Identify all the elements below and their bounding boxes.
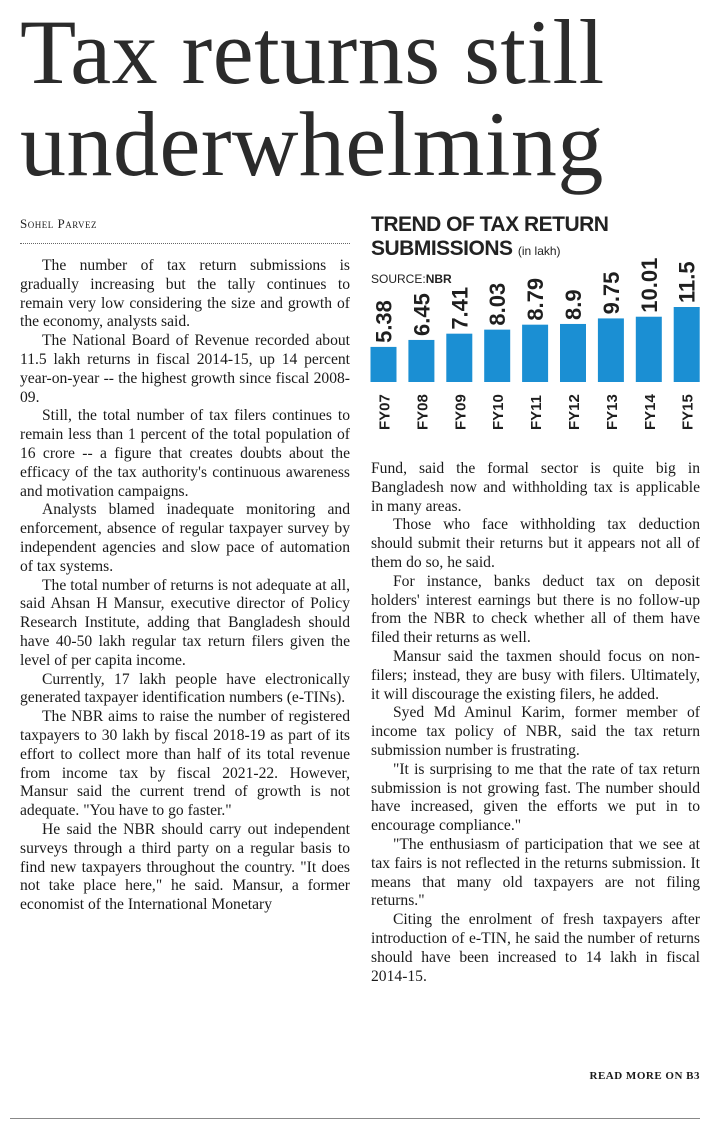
left-paragraph: The total number of returns is not adequate at all, said Ahsan H Mansur, executive director of Policy Research Institute, adding that Bangladesh should have 40-50 lakh regular tax return filers given the level of per capita income. (20, 576, 350, 669)
bar-value-label: 6.45 (409, 293, 435, 336)
headline: Tax returns still underwhelming (20, 1, 605, 195)
chart-title-text: TREND OF TAX RETURN SUBMISSIONS (371, 213, 609, 260)
bar-chart (360, 240, 701, 440)
left-paragraph: He said the NBR should carry out independent surveys through a third party on a regular basis to find new taxpayers throughout the country. "It does not take place here," he said. Mansur, a former economist of the International Monetary (20, 820, 350, 914)
x-tick-label: FY09 (452, 394, 470, 430)
right-paragraph: "It is surprising to me that the rate of tax return submission is not growing fast. The number should have increased, given the efforts we put in to encourage compliance." (371, 760, 700, 835)
left-paragraph: The NBR aims to raise the number of registered taxpayers to 30 lakh by fiscal 2018-19 as part of its effort to collect more than half of its total revenue from income tax by fiscal 2021-22. However, Mansur said the current trend of growth is not adequate. "You have to go faster." (20, 708, 350, 820)
x-tick-label: FY08 (414, 394, 432, 430)
page-divider (10, 1118, 700, 1119)
bar-fy13 (598, 318, 624, 382)
x-tick-label: FY13 (603, 394, 621, 430)
bar-value-label: 10.01 (636, 257, 662, 313)
bar-fy11 (522, 325, 548, 382)
bar-fy09 (446, 334, 472, 382)
left-paragraph: Currently, 17 lakh people have electronically generated taxpayer identification numbers (e-TINs). (20, 670, 350, 707)
bar-fy15 (674, 307, 700, 382)
left-paragraph: Still, the total number of tax filers continues to remain less than 1 percent of the total population of 16 crore -- a figure that creates doubts about the efficacy of the tax authority's continuous awareness and motivation campaigns. (20, 407, 350, 500)
left-paragraph: Analysts blamed inadequate monitoring and enforcement, absence of regular taxpayer survey by independent agencies and slow pace of automation of tax systems. (20, 501, 350, 575)
byline-divider (20, 243, 350, 244)
chart-source-name: NBR (425, 272, 452, 286)
x-tick-label: FY12 (566, 394, 583, 430)
right-paragraph: Mansur said the taxmen should focus on non-filers; instead, they are busy with filers. Ultimately, it will discourage the existing filers, he added. (371, 647, 700, 703)
read-more-link[interactable]: READ MORE ON B3 (589, 1070, 700, 1082)
article-column-right (371, 460, 700, 986)
x-tick-label: FY14 (641, 394, 659, 430)
chart-source-label: SOURCE: (371, 272, 426, 286)
x-tick-label: FY10 (490, 394, 508, 430)
bar-value-label: 5.38 (371, 300, 397, 343)
bar-value-label: 7.41 (447, 286, 473, 330)
bar-value-label: 9.75 (598, 271, 624, 315)
byline: Sohel Parvez (20, 216, 97, 231)
bar-fy08 (408, 340, 434, 382)
right-paragraph: Those who face withholding tax deduction should submit their returns but it appears not all of them do so, he said. (371, 516, 700, 571)
left-paragraph: The number of tax return submissions is gradually increasing but the tally continues to remain very low considering the size and growth of the economy, analysts said. (20, 257, 350, 331)
bar-fy12 (560, 324, 586, 382)
x-tick-label: FY15 (679, 394, 697, 430)
bar-fy07 (371, 347, 397, 382)
bar-value-label: 8.03 (485, 282, 511, 326)
bar-fy10 (484, 330, 510, 382)
continuation-paragraph: Fund, said the formal sector is quite big in Bangladesh now and withholding tax is applicable in many areas. (371, 460, 700, 515)
right-paragraph: For instance, banks deduct tax on deposit holders' interest earnings but there is no follow-up from the NBR to check whether all of them have filed their returns as well. (371, 572, 700, 647)
bar-fy14 (636, 317, 662, 382)
right-paragraph: Citing the enrolment of fresh taxpayers after introduction of e-TIN, he said the number of returns should have been increased to 14 lakh in fiscal 2014-15. (371, 911, 700, 985)
right-paragraph: Syed Md Aminul Karim, former member of income tax policy of NBR, said the tax return submission number is frustrating. (371, 704, 700, 759)
chart-unit: (in lakh) (517, 244, 561, 258)
bar-value-label: 11.5 (674, 261, 700, 303)
article-column-left (20, 257, 350, 915)
bar-value-label: 8.79 (523, 277, 549, 321)
x-tick-label: FY07 (376, 394, 394, 430)
x-tick-label: FY11 (528, 394, 546, 430)
left-paragraph: The National Board of Revenue recorded about 11.5 lakh returns in fiscal 2014-15, up 14 percent year-on-year -- the highest growth since fiscal 2008-09. (20, 332, 350, 406)
right-paragraph: "The enthusiasm of participation that we see at tax fairs is not reflected in the returns submission. It means that many old taxpayers are not filing returns." (371, 835, 700, 910)
bar-value-label: 8.9 (561, 289, 586, 320)
